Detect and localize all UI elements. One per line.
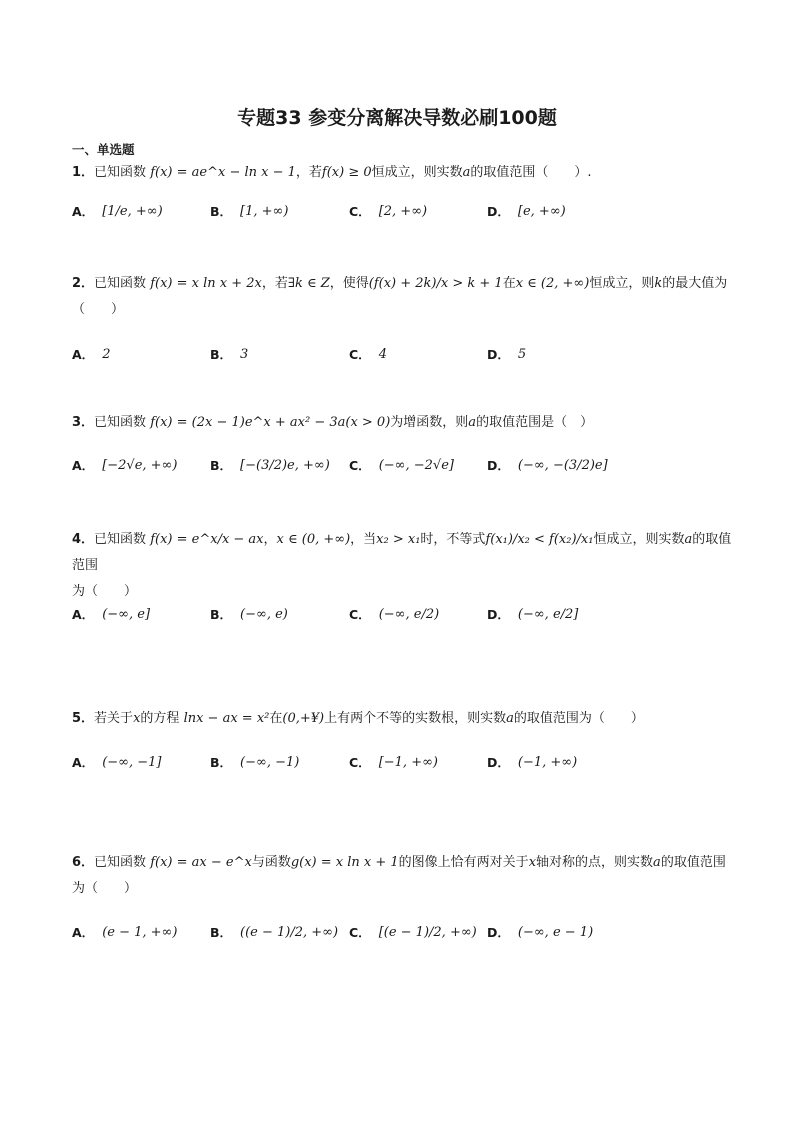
option-label: C． xyxy=(349,458,371,473)
question-text: 与函数 xyxy=(251,855,291,870)
option-value: [−1, +∞) xyxy=(378,754,438,770)
option-value: [2, +∞) xyxy=(378,203,428,219)
option-a[interactable] xyxy=(72,450,177,480)
formula: f(x) = (2x − 1)e^x + ax² − 3a(x > 0) xyxy=(150,415,391,430)
question-text: 的最大值为 xyxy=(662,276,728,291)
formula: f(x) ≥ 0 xyxy=(321,165,372,180)
formula: a xyxy=(462,165,471,180)
option-label: C． xyxy=(349,755,371,770)
question-text: ，若 xyxy=(261,276,288,291)
option-label: D． xyxy=(487,204,510,219)
question-text: 恒成立，则实数 xyxy=(371,165,463,180)
formula: x xyxy=(528,855,537,870)
options-row xyxy=(72,196,732,226)
option-value: (−∞, e/2] xyxy=(517,606,579,622)
question-3 xyxy=(72,410,732,436)
options-row xyxy=(72,450,732,480)
question-text: 时，不等式 xyxy=(420,532,486,547)
option-value: (−∞, e) xyxy=(240,606,288,622)
option-value: [−(3/2)e, +∞) xyxy=(240,457,330,473)
question-text: ，当 xyxy=(350,532,377,547)
option-label: B． xyxy=(210,458,233,473)
question-text: 的方程 xyxy=(140,711,180,726)
option-c[interactable] xyxy=(349,747,438,777)
option-label: B． xyxy=(210,607,233,622)
formula: x ∈ (0, +∞) xyxy=(276,532,351,547)
option-a[interactable] xyxy=(72,599,150,629)
option-label: C． xyxy=(349,347,371,362)
formula: a xyxy=(468,415,477,430)
formula: lnx − ax = x² xyxy=(183,711,270,726)
option-label: A． xyxy=(72,458,95,473)
option-value: (−∞, −1] xyxy=(102,754,162,770)
option-c[interactable] xyxy=(349,339,387,369)
option-b[interactable] xyxy=(210,599,288,629)
formula: g(x) = x ln x + 1 xyxy=(290,855,399,870)
question-text: 的取值范围 xyxy=(72,532,732,573)
question-text: 若关于 xyxy=(94,711,134,726)
question-text: 已知函数 xyxy=(94,855,147,870)
option-value: (−∞, e − 1) xyxy=(517,924,594,940)
question-text: 在 xyxy=(269,711,283,726)
formula: a xyxy=(684,532,693,547)
option-b[interactable] xyxy=(210,747,299,777)
option-value: ((e − 1)/2, +∞) xyxy=(240,924,339,940)
question-text: 的取值范围为（ ） xyxy=(513,711,644,726)
option-d[interactable] xyxy=(487,917,593,947)
option-label: D． xyxy=(487,755,510,770)
option-value: (−∞, e] xyxy=(102,606,151,622)
option-b[interactable] xyxy=(210,339,248,369)
option-label: D． xyxy=(487,607,510,622)
option-a[interactable] xyxy=(72,196,163,226)
question-text: 已知函数 xyxy=(94,165,147,180)
formula: x xyxy=(133,711,141,726)
question-6 xyxy=(72,850,732,902)
option-label: C． xyxy=(349,204,371,219)
formula: x ∈ (2, +∞) xyxy=(515,276,590,291)
question-5 xyxy=(72,706,732,732)
question-text: 上有两个不等的实数根，则实数 xyxy=(324,711,507,726)
option-a[interactable] xyxy=(72,747,161,777)
page-title: 专题33 参变分离解决导数必刷100题 xyxy=(237,107,557,129)
option-c[interactable] xyxy=(349,450,454,480)
option-label: B． xyxy=(210,204,233,219)
question-text: 已知函数 xyxy=(94,276,147,291)
options-row xyxy=(72,599,732,629)
question-number: 5． xyxy=(72,711,95,726)
question-text: 轴对称的点，则实数 xyxy=(536,855,654,870)
formula: a xyxy=(653,855,661,870)
formula: (0,+¥) xyxy=(282,711,325,726)
formula: a xyxy=(506,711,514,726)
options-row xyxy=(72,917,732,947)
option-value: (−∞, −1) xyxy=(240,754,300,770)
option-label: A． xyxy=(72,347,95,362)
option-b[interactable] xyxy=(210,196,288,226)
question-1 xyxy=(72,160,732,186)
option-label: D． xyxy=(487,347,510,362)
option-d[interactable] xyxy=(487,339,526,369)
question-2 xyxy=(72,271,732,323)
question-text: 为增函数，则 xyxy=(390,415,469,430)
option-value: [1/e, +∞) xyxy=(102,203,163,219)
options-row xyxy=(72,747,732,777)
formula: ∃k ∈ Z xyxy=(287,276,330,291)
option-label: A． xyxy=(72,204,95,219)
formula: f(x₁)/x₂ < f(x₂)/x₁ xyxy=(485,532,594,547)
formula: k xyxy=(654,276,663,291)
option-value: [e, +∞) xyxy=(517,203,566,219)
option-label: C． xyxy=(349,925,371,940)
option-label: A． xyxy=(72,607,95,622)
option-label: B． xyxy=(210,925,233,940)
option-value: (−∞, e/2) xyxy=(378,606,440,622)
option-value: (−∞, −(3/2)e] xyxy=(517,457,608,473)
question-text: ，若 xyxy=(295,165,322,180)
question-number: 3． xyxy=(72,415,95,430)
question-text: 的取值范围 xyxy=(660,855,726,870)
question-4 xyxy=(72,527,732,605)
question-number: 6． xyxy=(72,855,95,870)
option-d[interactable] xyxy=(487,196,566,226)
question-text: 在 xyxy=(502,276,516,291)
option-d[interactable] xyxy=(487,450,608,480)
question-text: 已知函数 xyxy=(94,415,147,430)
formula: (f(x) + 2k)/x > k + 1 xyxy=(368,276,503,291)
formula: f(x) = e^x/x − ax xyxy=(150,532,264,547)
question-text: 的图像上恰有两对关于 xyxy=(398,855,529,870)
option-c[interactable] xyxy=(349,917,477,947)
options-row xyxy=(72,339,732,369)
option-label: B． xyxy=(210,755,233,770)
question-text: 为（ ） xyxy=(72,881,138,896)
question-text: ， xyxy=(263,532,277,547)
option-label: C． xyxy=(349,607,371,622)
question-text: 的取值范围（ ）. xyxy=(470,165,592,180)
option-value: [(e − 1)/2, +∞) xyxy=(378,924,477,940)
option-value: (−∞, −2√e] xyxy=(378,457,454,473)
option-value: (e − 1, +∞) xyxy=(102,924,178,940)
option-value: 2 xyxy=(102,346,111,362)
question-text: 已知函数 xyxy=(94,532,147,547)
option-b[interactable] xyxy=(210,917,338,947)
question-text: 的取值范围是（ ） xyxy=(476,415,594,430)
question-text: （ ） xyxy=(72,302,125,317)
option-value: [1, +∞) xyxy=(240,203,289,219)
section-heading: 一、单选题 xyxy=(72,142,135,157)
option-c[interactable] xyxy=(349,196,427,226)
question-number: 1． xyxy=(72,165,95,180)
formula: f(x) = ae^x − ln x − 1 xyxy=(150,165,296,180)
question-text: 为（ ） xyxy=(72,584,138,599)
option-value: [−2√e, +∞) xyxy=(102,457,178,473)
question-number: 2． xyxy=(72,276,95,291)
option-label: A． xyxy=(72,925,95,940)
option-b[interactable] xyxy=(210,450,330,480)
option-a[interactable] xyxy=(72,917,177,947)
option-value: (−1, +∞) xyxy=(517,754,578,770)
formula: f(x) = x ln x + 2x xyxy=(150,276,262,291)
question-text: 恒成立，则实数 xyxy=(593,532,685,547)
question-text: ，使得 xyxy=(329,276,369,291)
question-number: 4． xyxy=(72,532,95,547)
question-text: 恒成立，则 xyxy=(589,276,655,291)
formula: f(x) = ax − e^x xyxy=(150,855,252,870)
option-a[interactable] xyxy=(72,339,110,369)
formula: x₂ > x₁ xyxy=(376,532,421,547)
option-value: 3 xyxy=(240,346,249,362)
option-label: B． xyxy=(210,347,233,362)
option-value: 4 xyxy=(378,346,387,362)
option-value: 5 xyxy=(517,346,527,362)
option-label: D． xyxy=(487,458,510,473)
option-label: A． xyxy=(72,755,95,770)
option-d[interactable] xyxy=(487,599,578,629)
option-label: D． xyxy=(487,925,510,940)
option-c[interactable] xyxy=(349,599,439,629)
option-d[interactable] xyxy=(487,747,577,777)
